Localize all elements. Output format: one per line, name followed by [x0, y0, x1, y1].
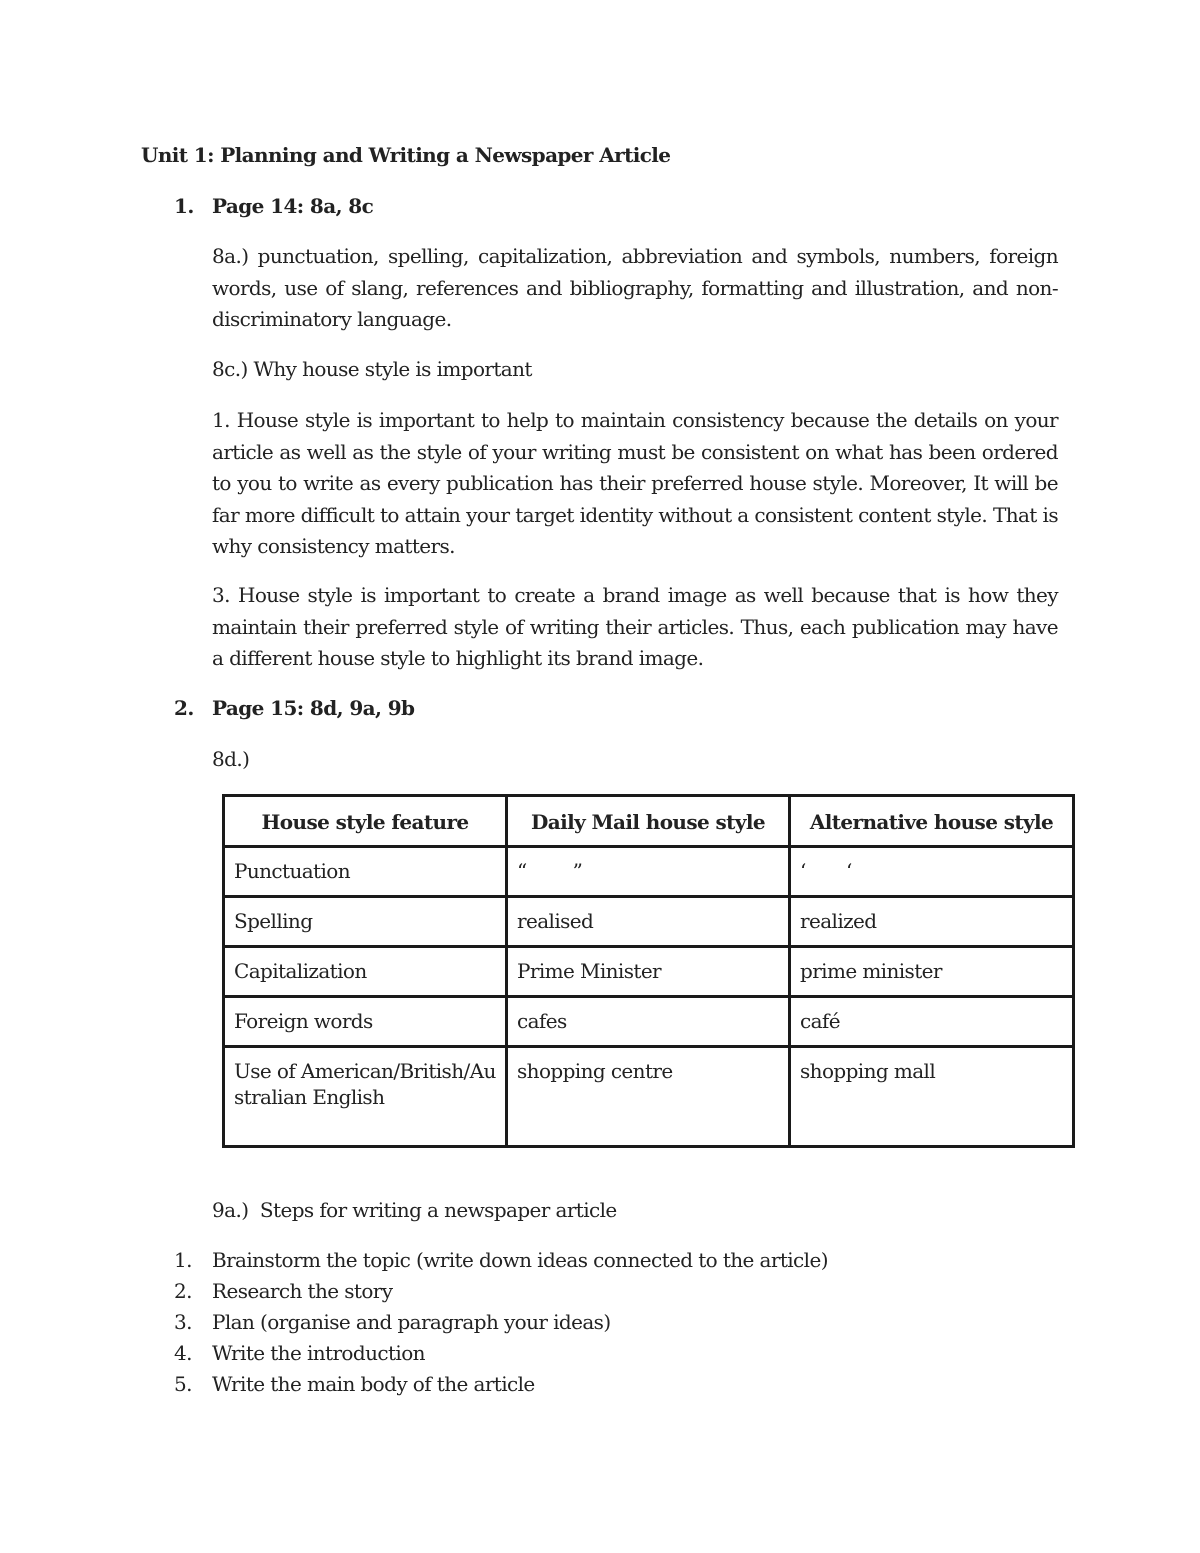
list-item-text: Plan (organise and paragraph your ideas): [212, 1310, 611, 1334]
list-item-text: Brainstorm the topic (write down ideas connected to the article): [212, 1248, 828, 1272]
table-header-cell: Alternative house style: [790, 796, 1074, 847]
table-cell: prime minister: [790, 947, 1074, 997]
table-row: [224, 997, 1074, 1047]
table-header-row: [224, 796, 1074, 847]
table-cell: shopping centre: [507, 1047, 790, 1147]
paragraph-8d-label: 8d.): [212, 747, 250, 771]
list-item: [174, 1341, 828, 1372]
table-cell: Use of American/British/Australian English: [224, 1047, 507, 1147]
paragraph-9a-title: 9a.) Steps for writing a newspaper article: [212, 1198, 617, 1222]
table-row: [224, 897, 1074, 947]
section-heading-text: Page 14: 8a, 8c: [212, 194, 374, 218]
list-item-text: Research the story: [212, 1279, 393, 1303]
table-cell: shopping mall: [790, 1047, 1074, 1147]
paragraph-8c-title: 8c.) Why house style is important: [212, 357, 532, 381]
section-number: 1.: [174, 194, 194, 218]
list-item-number: 1.: [174, 1248, 192, 1272]
table-cell: Punctuation: [224, 847, 507, 897]
house-style-table: [222, 794, 1075, 1148]
table-cell: Spelling: [224, 897, 507, 947]
list-item-number: 5.: [174, 1372, 192, 1396]
table-row: [224, 847, 1074, 897]
section-heading-text: Page 15: 8d, 9a, 9b: [212, 696, 415, 720]
document-title: Unit 1: Planning and Writing a Newspaper Article: [141, 143, 671, 167]
list-item: [174, 1279, 828, 1310]
paragraph-8c-point-3: 3. House style is important to create a brand image as well because that is how they maintain their preferred style of writing their articles. Thus, each publication may have a different house style to highlight its brand image.: [212, 583, 1058, 670]
table-cell: “ ”: [507, 847, 790, 897]
table-cell: café: [790, 997, 1074, 1047]
table-cell: Foreign words: [224, 997, 507, 1047]
list-item-number: 3.: [174, 1310, 192, 1334]
section-number: 2.: [174, 696, 194, 720]
list-item: [174, 1310, 828, 1341]
table-cell: realised: [507, 897, 790, 947]
table-cell: Capitalization: [224, 947, 507, 997]
list-item: [174, 1248, 828, 1279]
table-cell: realized: [790, 897, 1074, 947]
table-cell: Prime Minister: [507, 947, 790, 997]
table-header-cell: Daily Mail house style: [507, 796, 790, 847]
list-item: [174, 1372, 828, 1403]
paragraph-8a: 8a.) punctuation, spelling, capitalization, abbreviation and symbols, numbers, foreign words, use of slang, references and bibliography, formatting and illustration, and non-discriminatory language.: [212, 244, 1058, 331]
list-item-number: 4.: [174, 1341, 192, 1365]
list-item-text: Write the main body of the article: [212, 1372, 535, 1396]
list-item-text: Write the introduction: [212, 1341, 425, 1365]
table-row: [224, 1047, 1074, 1147]
steps-list: [174, 1248, 828, 1403]
paragraph-8c-point-1: 1. House style is important to help to maintain consistency because the details on your article as well as the style of your writing must be consistent on what has been ordered to you to write as every publication has their preferred house style. Moreover, It will be far more difficult to attain your target identity without a consistent content style. That is why consistency matters.: [212, 408, 1058, 558]
table-header-cell: House style feature: [224, 796, 507, 847]
table-cell: ‘ ‘: [790, 847, 1074, 897]
list-item-number: 2.: [174, 1279, 192, 1303]
section-heading-2: [174, 696, 414, 720]
section-heading-1: [174, 194, 373, 218]
table-cell: cafes: [507, 997, 790, 1047]
table-row: [224, 947, 1074, 997]
